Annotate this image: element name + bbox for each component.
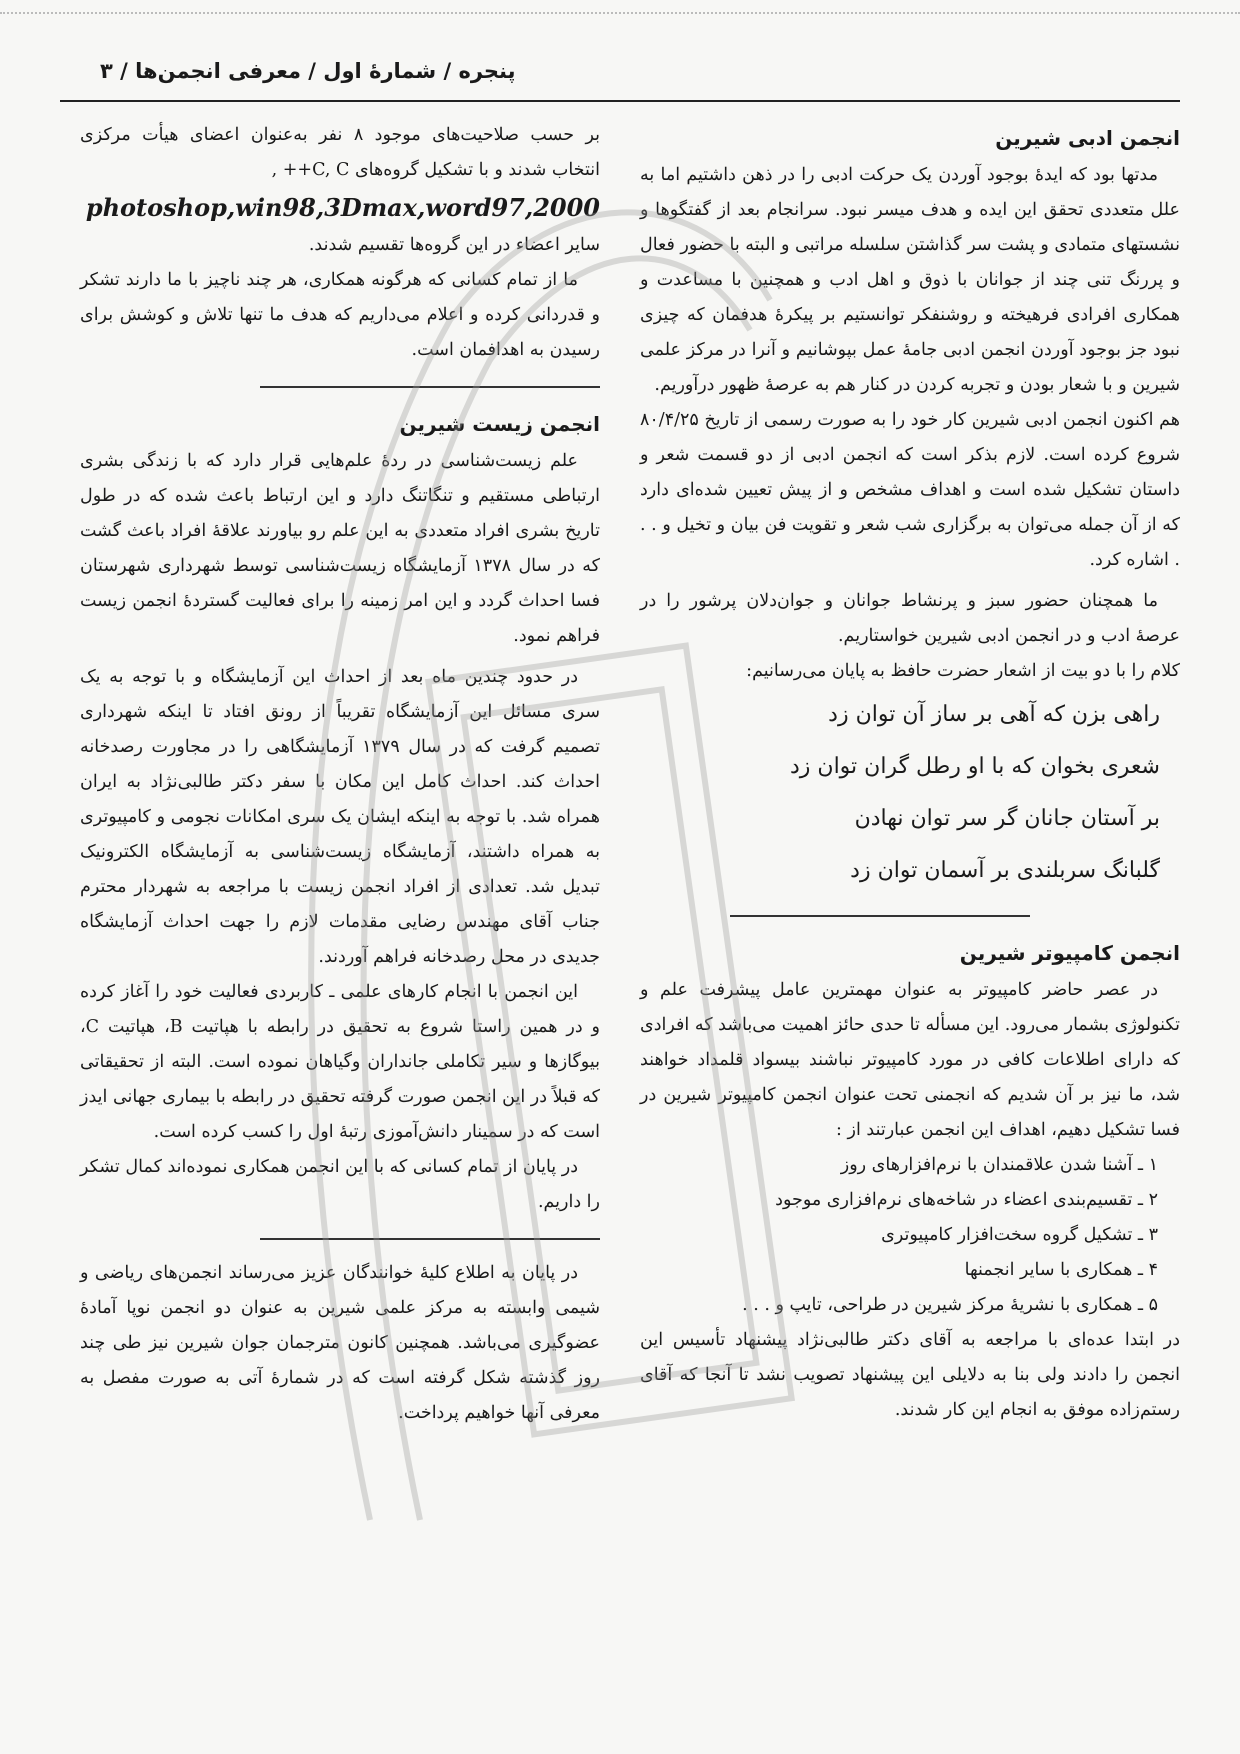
computer-heading: انجمن کامپیوتر شیرین [959, 941, 1180, 965]
goal-item: ۲ ـ تقسیم‌بندی اعضاء در شاخه‌های نرم‌افزاری موجود [775, 1190, 1158, 1210]
section-divider [730, 915, 1030, 917]
verse-line: بر آستان جانان گر سر توان نهادن [854, 806, 1160, 831]
biology-paragraph: این انجمن با انجام کارهای علمی ـ کاربردی فعالیت خود را آغاز کرده و در همین راستا شروع به تحقیق در رابطه با هپاتیت B، هپاتیت C، بیوگازها و سیر تکاملی جانداران وگیاهان نموده است. البته از تحقیقاتی که قبلاً در این انجمن صورت گرفته تحقیق در رابطه با بیماری جهانی ایدز است که در سمینار دانش‌آموزی رتبهٔ اول را کسب کرده است. [80, 982, 601, 1142]
biology-paragraph: در پایان از تمام کسانی که با این انجمن همکاری نموده‌اند کمال تشکر را داریم. [80, 1157, 600, 1212]
right-column [640, 118, 1180, 1428]
biology-paragraph: علم زیست‌شناسی در ردهٔ علم‌هایی قرار دارد که با زندگی بشری ارتباطی مستقیم و تنگاتنگ دارد و این ارتباط باعث شده که در طول تاریخ بشری افراد متعددی به این علم رو بیاورند علاقهٔ افراد باعث گشت که در سال ۱۳۷۸ آزمایشگاه زیست‌شناسی توسط شهرداری شهرستان فسا احداث گردد و این امر زمینه را برای فعالیت گستردهٔ انجمن زیست فراهم نمود. [80, 451, 601, 646]
computer-paragraph: سایر اعضاء در این گروه‌ها تقسیم شدند. [308, 235, 600, 255]
closing-paragraph: در پایان به اطلاع کلیهٔ خوانندگان عزیز می‌رساند انجمن‌های ریاضی و شیمی وابسته به مرکز علمی شیرین به عنوان دو انجمن نوپا آمادهٔ عضوگیری می‌باشد. همچنین کانون مترجمان جوان شیرین نیز طی چند روز گذشته شکل گرفته است که در شمارهٔ آتی به صورت مفصل به معرفی آنها خواهیم پرداخت. [80, 1263, 600, 1423]
section-divider [260, 386, 600, 388]
goal-item: ۴ ـ همکاری با سایر انجمنها [964, 1260, 1158, 1280]
literary-heading: انجمن ادبی شیرین [995, 126, 1180, 150]
goal-item: ۳ ـ تشکیل گروه سخت‌افزار کامپیوتری [881, 1225, 1158, 1245]
software-list: photoshop,win98,3Dmax,word97,2000 [85, 193, 600, 222]
literary-paragraph: هم اکنون انجمن ادبی شیرین کار خود را به صورت رسمی از تاریخ ۸۰/۴/۲۵ شروع کرده است. لازم بذکر است که انجمن ادبی از دو قسمت شعر و داستان تشکیل شده است و اهداف مشخص و از پیش تعیین شده‌ای دارد که از آن جمله می‌توان به برگزاری شب شعر و تقویت فن بیان و تخیل و . . . اشاره کرد. [640, 410, 1180, 570]
running-title: پنجره / شمارهٔ اول / معرفی انجمن‌ها / ۳ [100, 59, 516, 83]
computer-paragraph: در عصر حاضر کامپیوتر به عنوان مهمترین عامل پیشرفت علم و تکنولوژی بشمار می‌رود. این مسأله تا حدی حائز اهمیت می‌باشد که افرادی که دارای اطلاعات کافی در مورد کامپیوتر نباشند بیسواد قلمداد خواهند شد، ما نیز بر آن شدیم که انجمنی تحت عنوان انجمن کامپیوتر شیرین در فسا تشکیل دهیم، اهداف این انجمن عبارتند از : [640, 980, 1180, 1140]
left-column [80, 118, 600, 1431]
verse-line: گلبانگ سربلندی بر آسمان توان زد [850, 858, 1160, 883]
computer-goals-list [640, 1148, 1180, 1323]
computer-paragraph: بر حسب صلاحیت‌های موجود ۸ نفر به‌عنوان اعضای هیأت مرکزی انتخاب شدند و با تشکیل گروه‌های C, C++ , [80, 125, 600, 180]
computer-paragraph: ما از تمام کسانی که هرگونه همکاری، هر چند ناچیز با ما دارند تشکر و قدردانی کرده و اعلام می‌داریم که هدف ما تنها تلاش و کوشش برای رسیدن به اهدافمان است. [80, 270, 600, 360]
goal-item: ۵ ـ همکاری با نشریهٔ مرکز شیرین در طراحی، تایپ و . . . [742, 1295, 1158, 1315]
verse-line: راهی بزن که آهی بر ساز آن توان زد [828, 702, 1160, 727]
scan-edge [0, 0, 1240, 14]
verse-line: شعری بخوان که با او رطل گران توان زد [790, 754, 1160, 779]
biology-paragraph: در حدود چندین ماه بعد از احداث این آزمایشگاه و با توجه به یک سری مسائل این آزمایشگاه تقریباً از رونق افتاد تا اینکه شهرداری تصمیم گرفت که در سال ۱۳۷۹ آزمایشگاهی را در مجاورت رصدخانه احداث کند. احداث کامل این مکان با سفر دکتر طالبی‌نژاد به ایران همراه شد. با توجه به اینکه ایشان یک سری امکانات نجومی و کامپیوتری به همراه داشتند، آزمایشگاه زیست‌شناسی به آزمایشگاه الکترونیک تبدیل شد. تعدادی از افراد انجمن زیست با مراجعه به شهردار محترم جناب آقای مهندس رضایی مقدمات لازم را جهت احداث آزمایشگاه جدیدی در محل رصدخانه فراهم آوردند. [80, 667, 600, 967]
literary-paragraph: کلام را با دو بیت از اشعار حضرت حافظ به پایان می‌رسانیم: [746, 661, 1180, 681]
goal-item: ۱ ـ آشنا شدن علاقمندان با نرم‌افزارهای روز [840, 1155, 1158, 1175]
page-header [60, 48, 1180, 94]
biology-heading: انجمن زیست شیرین [399, 412, 600, 436]
header-rule [60, 100, 1180, 102]
literary-paragraph: ما همچنان حضور سبز و پرنشاط جوانان و جوان‌دلان پرشور را در عرصهٔ ادب و در انجمن ادبی شیرین خواستاریم. [640, 591, 1180, 646]
section-divider [260, 1238, 600, 1240]
computer-paragraph: در ابتدا عده‌ای با مراجعه به آقای دکتر طالبی‌نژاد پیشنهاد تأسیس این انجمن را دادند ولی بنا به دلایلی این پیشنهاد تصویب نشد تا آنجا که آقای رستم‌زاده موفق به انجام این کار شدند. [640, 1330, 1180, 1420]
literary-paragraph: مدتها بود که ایدهٔ بوجود آوردن یک حرکت ادبی را در ذهن داشتیم اما به علل متعددی تحقق این ایده و هدف میسر نبود. سرانجام بعد از گفتگوها و نشستهای متمادی و پشت سر گذاشتن سلسله مراتبی و البته با حضور فعال و پررنگ تنی چند از جوانان با ذوق و اهل ادب و همچنین با مساعدت و همکاری افرادی فرهیخته و روشنفکر توانستیم بر پیکرهٔ هدفمان که چیزی نبود جز بوجود آوردن انجمن ادبی جامهٔ عمل بپوشانیم و آنرا در مرکز علمی شیرین و با شعار بودن و تجربه کردن در کنار هم به عرصهٔ ظهور درآوریم. [640, 165, 1180, 395]
